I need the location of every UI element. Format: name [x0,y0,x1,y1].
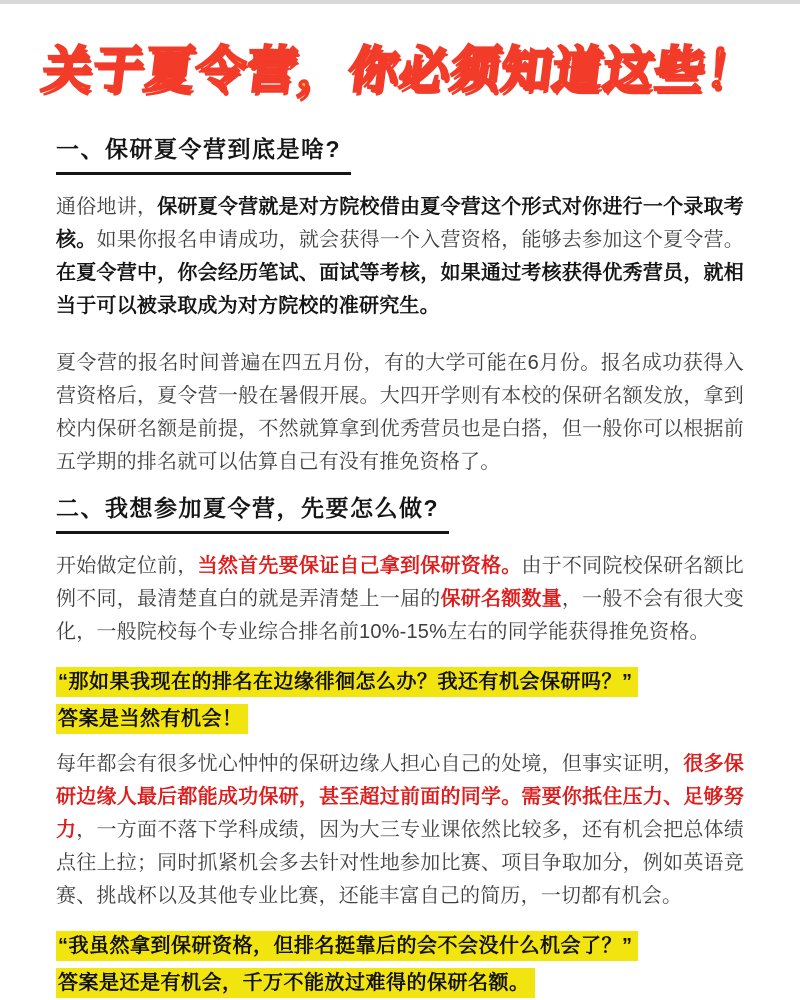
article-content [0,102,800,1000]
text-run: 由于不同院校保研名额比例不同，最清楚直白的就是弄清楚上一届的 [56,555,744,610]
text-run: 通俗地讲， [56,196,158,218]
poster-title: 关于夏令营，你必须知道这些！ [39,42,760,98]
text-run: 很多保研边缘人最后都能成功保研，甚至超过前面的同学。需要你抵住压力、足够努力 [56,753,745,841]
paragraph-positioning [56,550,744,649]
text-run: 保研夏令营就是对方院校借由夏令营这个形式对你进行一个录取考核。 [56,196,744,251]
paragraph-borderline-advice [56,748,744,913]
text-run: 夏令营的报名时间普遍在四五月份，有的大学可能在6月份。报名成功获得入营资格后，夏令营一般在暑假开展。大四开学则有本校的保研名额发放，拿到校内保研名额是前提，不然就算拿到优秀营员也是白搭，但一般你可以根据前五学期的排名就可以估算自己有没有推免资格了。 [56,352,744,473]
highlight-line [56,702,744,736]
text-run: ，一方面不落下学科成绩，因为大三专业课依然比较多，还有机会把总体绩点往上拉；同时抓紧机会多去针对性地参加比赛、项目争取加分，例如英语竞赛、挑战杯以及其他专业比赛，还能丰富自己的简历，一切都有机会。 [56,819,745,907]
section-heading-2: 二、我想参加夏令营，先要怎么做? [56,495,449,534]
highlight-line [56,665,744,699]
text-run: 开始做定位前， [56,555,198,577]
highlight-answer-2: 答案是还是有机会，千万不能放过难得的保研名额。 [56,968,535,998]
highlight-line [56,966,744,1000]
text-run: 如果你报名申请成功，就会获得一个入营资格，能够去参加这个夏令营。 [96,229,744,251]
text-run: 当然首先要保证自己拿到保研资格。 [197,555,522,577]
highlight-block-2 [56,929,744,1000]
highlight-question-1: “那如果我现在的排名在边缘徘徊怎么办？我还有机会保研吗？” [56,667,638,697]
text-run: 保研名额数量 [440,588,562,610]
highlight-question-2: “我虽然拿到保研资格，但排名挺靠后的会不会没什么机会了？” [56,931,638,961]
paragraph-what-is-camp [56,191,744,323]
highlight-block-1 [56,665,744,736]
text-run: 在夏令营中，你会经历笔试、面试等考核，如果通过考核获得优秀营员，就相当于可以被录取成为对方院校的准研究生。 [56,262,744,317]
text-run: 每年都会有很多忧心忡忡的保研边缘人担心自己的处境，但事实证明， [56,753,684,775]
paragraph-camp-schedule [56,347,744,479]
top-bar [0,0,800,4]
highlight-answer-1: 答案是当然有机会！ [56,704,248,734]
section-heading-1: 一、保研夏令营到底是啥? [56,136,351,175]
text-run: ，一般不会有很大变化，一般院校每个专业综合排名前10%-15%左右的同学能获得推免资格。 [56,588,744,643]
highlight-line [56,929,744,963]
